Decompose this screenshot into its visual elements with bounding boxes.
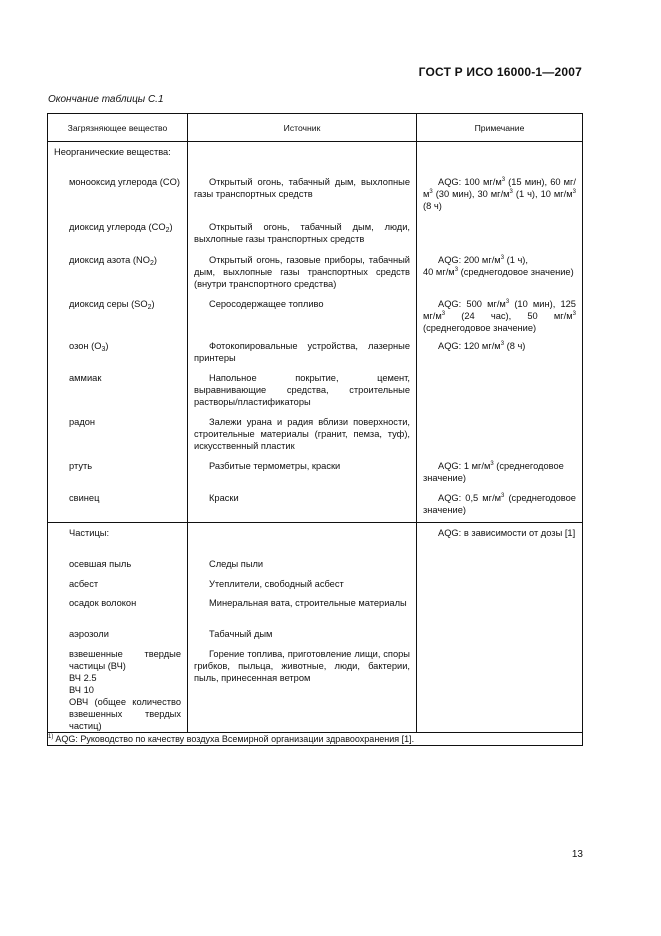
- tsp-name: ОВЧ (общее количество взвешенных твердых частиц): [69, 697, 181, 731]
- page-number: 13: [571, 849, 583, 860]
- table-row: [48, 142, 583, 175]
- pollutant-name: аэрозоли: [48, 627, 188, 646]
- header-note: Примечание: [417, 114, 583, 142]
- particles-heading: Частицы:: [48, 523, 188, 558]
- pollutant-source: Краски: [188, 490, 417, 523]
- pollutant-source: Табачный дым: [188, 627, 417, 646]
- table-row: [48, 523, 583, 558]
- pollutant-name: осевшая пыль: [48, 557, 188, 577]
- pollutant-name: свинец: [48, 490, 188, 523]
- pollutant-name: радон: [48, 414, 188, 458]
- document-code: ГОСТ Р ИСО 16000-1—2007: [418, 65, 582, 79]
- table-row: [48, 174, 583, 219]
- inorganic-heading: Неорганические вещества:: [48, 142, 188, 175]
- table-row: [48, 414, 583, 458]
- pollutant-source: Открытый огонь, табачный дым, выхлопные газы транспортных средств: [188, 174, 417, 219]
- footnote: $^{1)}$ AQG: Руководство по качеству воздуха Всемирной организации здравоохранения [1].: [48, 733, 583, 746]
- table-row: [48, 219, 583, 252]
- pollutant-name: диоксид азота $(NO_2)$: [48, 252, 188, 296]
- pollutant-note: AQG: 0,5 $мг/м^3$ (среднегодовое значение): [417, 490, 583, 523]
- table-row: [48, 490, 583, 523]
- table-row: [48, 338, 583, 370]
- pollutant-note: AQG: 1 $мг/м^3$ (среднегодовое значение): [417, 458, 583, 490]
- table-row: [48, 370, 583, 414]
- pm-name: взвешенные твердые частицы (ВЧ): [69, 649, 181, 671]
- pollutant-name: диоксид углерода $(CO_2)$: [48, 219, 188, 252]
- table-row: [48, 252, 583, 296]
- table-footnote-row: [48, 733, 583, 746]
- pollutant-name: осадок волокон: [48, 596, 188, 627]
- pollutant-name: монооксид углерода (CO): [48, 174, 188, 219]
- pollutant-note: AQG: 500 $мг/м^3$ (10 мин), 125 $мг/м^3$ (24 час), 50 $мг/м^3$ (среднегодовое значение): [417, 296, 583, 338]
- pollutant-source: Следы пыли: [188, 557, 417, 577]
- particles-note: AQG: в зависимости от дозы [1]: [417, 523, 583, 733]
- pollutant-note: AQG: 120 $мг/м^3$ (8 ч): [417, 338, 583, 370]
- pollutant-note: AQG: 100 $мг/м^3$ (15 мин), 60 $мг/м^3$ (30 мин), 30 $мг/м^3$ (1 ч), 10 $мг/м^3$ (8 ч): [417, 174, 583, 219]
- pollutant-source: Открытый огонь, газовые приборы, табачный дым, выхлопные газы транспортных средств (внутри транспортного средства): [188, 252, 417, 296]
- pollutant-source: Разбитые термометры, краски: [188, 458, 417, 490]
- pollutant-source: Напольное покрытие, цемент, выравнивающие средства, строительные растворы/пластификаторы: [188, 370, 417, 414]
- header-source: Источник: [188, 114, 417, 142]
- pollutant-name: диоксид серы $(SO_2)$: [48, 296, 188, 338]
- pollutant-source: Открытый огонь, табачный дым, люди, выхлопные газы транспортных средств: [188, 219, 417, 252]
- pollutants-table: [47, 113, 583, 746]
- pollutant-source: Серосодержащее топливо: [188, 296, 417, 338]
- pollutant-source: Минеральная вата, строительные материалы: [188, 596, 417, 627]
- pollutant-note: AQG: 200 $мг/м^3$ (1 ч), 40 $мг/м^3$ (среднегодовое значение): [417, 252, 583, 296]
- table-row: [48, 458, 583, 490]
- pollutant-name: аммиак: [48, 370, 188, 414]
- pm25-name: ВЧ 2.5: [69, 673, 97, 683]
- pollutant-source: Утеплители, свободный асбест: [188, 577, 417, 596]
- pollutant-name: ртуть: [48, 458, 188, 490]
- pollutant-name: озон $(O_3)$: [48, 338, 188, 370]
- pollutant-source: Залежи урана и радия вблизи поверхности, строительные материалы (гранит, пемза, туф), искусственный пластик: [188, 414, 417, 458]
- header-pollutant: Загрязняющее вещество: [48, 114, 188, 142]
- table-row: [48, 296, 583, 338]
- table-header-row: [48, 114, 583, 142]
- pollutant-name: [48, 646, 188, 733]
- table-caption: Окончание таблицы С.1: [48, 94, 164, 105]
- pollutant-name: асбест: [48, 577, 188, 596]
- pollutant-source: Фотокопировальные устройства, лазерные принтеры: [188, 338, 417, 370]
- pollutant-source: Горение топлива, приготовление лищи, споры грибков, пыльца, животные, люди, бактерии, пыль, принесенная ветром: [188, 646, 417, 733]
- pm10-name: ВЧ 10: [69, 685, 94, 695]
